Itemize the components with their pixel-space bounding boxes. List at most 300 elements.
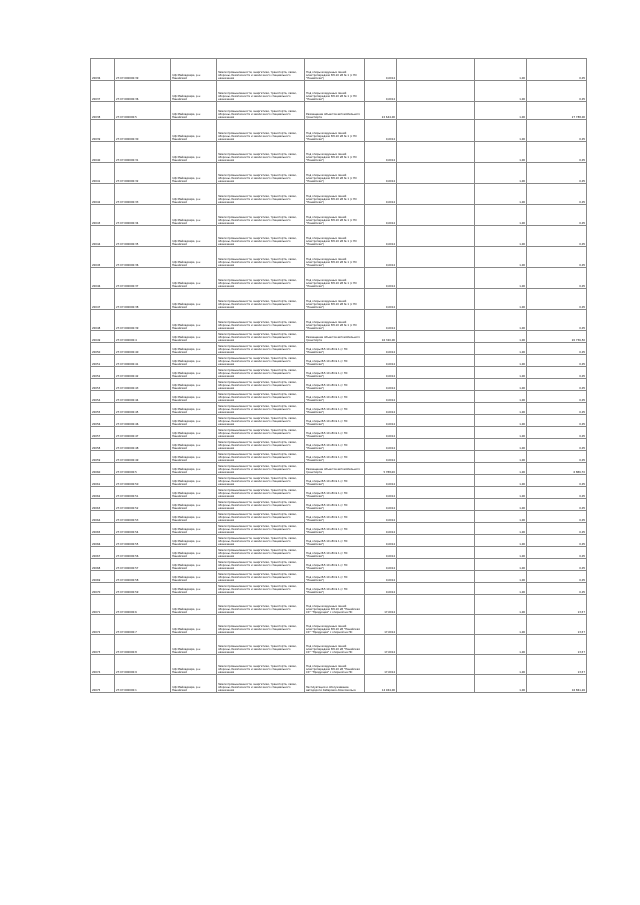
cell-land-category: Земли промышленности, энергетики, транспорта, связи, обороны, безопасности и земли иного специального назначения [217,59,305,81]
cell-address: п/ф Майхадзари, р-н Нанайский [171,427,217,439]
cell-number: 20043 [91,205,115,226]
cell-number: 20061 [91,475,115,487]
cell-cadastral-number: 27:07:000000:59 [115,583,171,595]
cell-area: 0,0014 [365,379,397,391]
cell-area: 0,0014 [365,511,397,523]
cell-land-category: Земли промышленности, энергетики, транспорта, связи, обороны, безопасности и земли иного специального назначения [217,289,305,310]
cell-empty [397,451,475,463]
cell-address: п/ф Майхадзари, р-н Нанайский [171,226,217,247]
cell-permitted-use: Под опоры воздушных линий электропередачи ВЛ-10 кВ № 1 (с ПС "Нанайская") [305,59,365,81]
cell-address: п/ф Майхадзари, р-н Нанайский [171,535,217,547]
cell-permitted-use: Под опоры воздушных линий электропередачи ВЛ-10 кВ "Нанайская СХ" "Продукция" с опорной на ПС [305,635,365,655]
cell-cadastral-number: 27:07:000000:39 [115,310,171,331]
cell-rate: 1,00 [475,331,527,343]
cell-rate: 1,00 [475,247,527,268]
cell-cadastral-number: 27:07:000000:36 [115,81,171,102]
table-row [91,310,587,331]
cell-rate: 1,00 [475,511,527,523]
cell-area: 0,0014 [365,59,397,81]
cell-cadastral-number: 27:07:000000:37 [115,268,171,289]
cell-number: 20067 [91,547,115,559]
cell-cadastral-number: 27:07:000000:44 [115,391,171,403]
table-row [91,343,587,355]
cell-land-category: Земли промышленности, энергетики, транспорта, связи, обороны, безопасности и земли иного специального назначения [217,367,305,379]
table-row [91,268,587,289]
cell-cadastral-number: 27:07:000000:5 [115,463,171,475]
cell-permitted-use: Под опоры ВЛ-10 кВ № 1 (с ПС "Нанайская") [305,427,365,439]
cell-rate: 1,00 [475,355,527,367]
cell-address: п/ф Майхадзари, р-н Нанайский [171,120,217,142]
table-row [91,184,587,205]
table-row [91,403,587,415]
cell-address: п/ф Майхадзари, р-н Нанайский [171,379,217,391]
cell-rate: 1,00 [475,343,527,355]
cell-land-category: Земли промышленности, энергетики, транспорта, связи, обороны, безопасности и земли иного специального назначения [217,142,305,163]
cell-area: 0,0014 [365,163,397,184]
cell-permitted-use: Под опоры ВЛ-10 кВ № 1 (с ПС "Нанайская") [305,367,365,379]
cell-empty [397,268,475,289]
cell-area: 0,0014 [365,205,397,226]
cell-permitted-use: Под опоры воздушных линий электропередачи ВЛ-10 кВ № 1 (с ПС "Нанайская") [305,205,365,226]
cell-tax: 13,57 [527,655,587,675]
cell-address: п/ф Майхадзари, р-н Нанайский [171,102,217,120]
cell-address: п/ф Майхадзари, р-н Нанайский [171,571,217,583]
cell-area: 17,0014 [365,595,397,615]
cell-address: п/ф Майхадзари, р-н Нанайский [171,583,217,595]
cell-cadastral-number: 27:07:000000:45 [115,403,171,415]
cell-empty [397,163,475,184]
cell-number: 20054 [91,391,115,403]
cell-land-category: Земли промышленности, энергетики, транспорта, связи, обороны, безопасности и земли иного специального назначения [217,355,305,367]
cell-area: 14 944,00 [365,675,397,693]
cell-land-category: Земли промышленности, энергетики, транспорта, связи, обороны, безопасности и земли иного специального назначения [217,595,305,615]
cell-permitted-use: Под опоры воздушных линий электропередачи ВЛ-10 кВ № 1 (с ПС "Нанайская") [305,142,365,163]
cell-tax: 0,05 [527,571,587,583]
cell-tax: 0,05 [527,205,587,226]
cell-address: п/ф Майхадзари, р-н Нанайский [171,403,217,415]
cell-empty [397,415,475,427]
table-row [91,451,587,463]
cell-empty [397,547,475,559]
cell-land-category: Земли промышленности, энергетики, транспорта, связи, обороны, безопасности и земли иного специального назначения [217,163,305,184]
cell-area: 0,0014 [365,583,397,595]
cell-rate: 1,00 [475,120,527,142]
table-row [91,535,587,547]
cell-land-category: Земли промышленности, энергетики, транспорта, связи, обороны, безопасности и земли иного специального назначения [217,655,305,675]
cell-cadastral-number: 27:07:000000:48 [115,439,171,451]
cell-number: 20037 [91,81,115,102]
cell-address: п/ф Майхадзари, р-н Нанайский [171,635,217,655]
table-row [91,655,587,675]
cell-number: 20044 [91,226,115,247]
cell-area: 22 644,00 [365,102,397,120]
cell-rate: 1,00 [475,59,527,81]
cell-empty [397,583,475,595]
cell-tax: 16 861,26 [527,675,587,693]
cell-tax: 0,05 [527,439,587,451]
cell-permitted-use: Под опоры ВЛ-10 кВ № 1 (с ПС "Нанайская") [305,355,365,367]
cell-rate: 1,00 [475,289,527,310]
cell-land-category: Земли промышленности, энергетики, транспорта, связи, обороны, безопасности и земли иного специального назначения [217,81,305,102]
cell-land-category: Земли промышленности, энергетики, транспорта, связи, обороны, безопасности и земли иного специального назначения [217,635,305,655]
cell-permitted-use: Под опоры ВЛ-10 кВ № 1 (с ПС "Нанайская") [305,547,365,559]
cell-number: 20042 [91,184,115,205]
cell-rate: 1,00 [475,675,527,693]
cell-tax: 0,05 [527,289,587,310]
cell-area: 0,0014 [365,184,397,205]
cell-cadastral-number: 27:07:000000:58 [115,571,171,583]
table-row [91,547,587,559]
cell-cadastral-number: 27:07:000000:5 [115,102,171,120]
cell-number: 20066 [91,535,115,547]
cell-permitted-use: Под опоры воздушных линий электропередачи ВЛ-10 кВ № 1 (с ПС "Нанайская") [305,120,365,142]
cell-number: 20051 [91,355,115,367]
cell-permitted-use: Размещение объектов автомобильного транспорта [305,102,365,120]
cell-cadastral-number: 27:07:000000:1 [115,675,171,693]
table-row [91,571,587,583]
cell-address: п/ф Майхадзари, р-н Нанайский [171,415,217,427]
cell-area: 0,0014 [365,487,397,499]
cell-cadastral-number: 27:07:000000:30 [115,120,171,142]
cell-empty [397,675,475,693]
cell-permitted-use: Под опоры воздушных линий электропередачи ВЛ-10 кВ № 1 (с ПС "Нанайская") [305,310,365,331]
cell-address: п/ф Майхадзари, р-н Нанайский [171,559,217,571]
cell-tax: 0,05 [527,403,587,415]
cell-permitted-use: Под опоры ВЛ-10 кВ № 1 (с ПС "Нанайская") [305,343,365,355]
cell-land-category: Земли промышленности, энергетики, транспорта, связи, обороны, безопасности и земли иного специального назначения [217,583,305,595]
cell-number: 20052 [91,367,115,379]
cell-tax: 20 756,50 [527,331,587,343]
cell-rate: 1,00 [475,310,527,331]
cell-permitted-use: Под опоры ВЛ-10 кВ № 1 (с ПС "Нанайская") [305,439,365,451]
cell-cadastral-number: 27:07:000000:33 [115,184,171,205]
cell-address: п/ф Майхадзари, р-н Нанайский [171,511,217,523]
cell-tax: 13,57 [527,595,587,615]
cell-rate: 1,00 [475,403,527,415]
table-row [91,499,587,511]
cell-rate: 1,00 [475,487,527,499]
cell-area: 5 788,00 [365,463,397,475]
cell-permitted-use: Под опоры воздушных линий электропередачи ВЛ-10 кВ № 1 (с ПС "Нанайская") [305,289,365,310]
cell-area: 0,0014 [365,559,397,571]
cell-address: п/ф Майхадзари, р-н Нанайский [171,451,217,463]
cell-number: 20039 [91,120,115,142]
cell-area: 17,0014 [365,655,397,675]
cell-area: 0,0014 [365,415,397,427]
cell-area: 0,0014 [365,142,397,163]
table-row [91,81,587,102]
cell-number: 20056 [91,415,115,427]
cell-cadastral-number: 27:07:000000:54 [115,523,171,535]
cell-rate: 1,00 [475,635,527,655]
table-row [91,120,587,142]
cell-address: п/ф Майхадзари, р-н Нанайский [171,142,217,163]
cell-land-category: Земли промышленности, энергетики, транспорта, связи, обороны, безопасности и земли иного специального назначения [217,475,305,487]
cell-area: 0,0014 [365,547,397,559]
cell-land-category: Земли промышленности, энергетики, транспорта, связи, обороны, безопасности и земли иного специального назначения [217,439,305,451]
cell-cadastral-number: 27:07:000000:32 [115,163,171,184]
table-row [91,367,587,379]
cell-cadastral-number: 27:07:000000:4 [115,331,171,343]
cell-number: 20058 [91,439,115,451]
cell-cadastral-number: 27:07:000000:53 [115,511,171,523]
cell-empty [397,367,475,379]
cell-cadastral-number: 27:07:000000:42 [115,367,171,379]
cell-permitted-use: Под опоры ВЛ-10 кВ № 1 (с ПС "Нанайская") [305,559,365,571]
cell-cadastral-number: 27:07:000000:39 [115,59,171,81]
cell-rate: 1,00 [475,475,527,487]
cell-rate: 1,00 [475,655,527,675]
cell-permitted-use: Под опоры воздушных линий электропередачи ВЛ-10 кВ "Нанайская СХ" "Продукция" с опорной на ПС [305,595,365,615]
cell-tax: 6 886,70 [527,463,587,475]
cell-permitted-use: Под опоры ВЛ-10 кВ № 1 (с ПС "Нанайская") [305,403,365,415]
cell-address: п/ф Майхадзари, р-н Нанайский [171,547,217,559]
cell-number: 20075 [91,675,115,693]
cell-tax: 0,05 [527,184,587,205]
cell-number: 20038 [91,102,115,120]
cell-rate: 1,00 [475,615,527,635]
table-row [91,427,587,439]
cell-address: п/ф Майхадзари, р-н Нанайский [171,163,217,184]
cell-address: п/ф Майхадзари, р-н Нанайский [171,523,217,535]
cell-tax: 0,05 [527,391,587,403]
cell-area: 0,0014 [365,81,397,102]
cell-empty [397,289,475,310]
table-body [91,59,587,693]
cell-permitted-use: Под опоры ВЛ-10 кВ № 1 (с ПС "Нанайская") [305,523,365,535]
cell-empty [397,499,475,511]
cell-tax: 0,05 [527,427,587,439]
cell-number: 20069 [91,571,115,583]
cell-tax: 0,05 [527,59,587,81]
cell-cadastral-number: 27:07:000000:47 [115,427,171,439]
cell-empty [397,355,475,367]
cell-tax: 0,05 [527,120,587,142]
cell-area: 0,0014 [365,355,397,367]
cell-land-category: Земли промышленности, энергетики, транспорта, связи, обороны, безопасности и земли иного специального назначения [217,559,305,571]
cell-empty [397,403,475,415]
cell-number: 20053 [91,379,115,391]
cell-rate: 1,00 [475,163,527,184]
cell-tax: 0,05 [527,415,587,427]
cell-rate: 1,00 [475,184,527,205]
cell-land-category: Земли промышленности, энергетики, транспорта, связи, обороны, безопасности и земли иного специального назначения [217,415,305,427]
cell-area: 0,0014 [365,535,397,547]
cell-empty [397,247,475,268]
cell-permitted-use: Под опоры воздушных линий электропередачи ВЛ-10 кВ № 1 (с ПС "Нанайская") [305,81,365,102]
cell-empty [397,142,475,163]
cell-rate: 1,00 [475,463,527,475]
cell-permitted-use: Размещение объектов автомобильного транспорта [305,331,365,343]
cell-empty [397,463,475,475]
table-row [91,355,587,367]
table-row [91,439,587,451]
cell-number: 20036 [91,59,115,81]
cell-land-category: Земли промышленности, энергетики, транспорта, связи, обороны, безопасности и земли иного специального назначения [217,511,305,523]
cell-land-category: Земли промышленности, энергетики, транспорта, связи, обороны, безопасности и земли иного специального назначения [217,268,305,289]
table-row [91,163,587,184]
cell-land-category: Земли промышленности, энергетики, транспорта, связи, обороны, безопасности и земли иного специального назначения [217,403,305,415]
cell-empty [397,511,475,523]
cell-area: 0,0014 [365,226,397,247]
cell-empty [397,81,475,102]
cell-tax: 0,05 [527,559,587,571]
cell-number: 20059 [91,451,115,463]
table-row [91,559,587,571]
cell-tax: 0,05 [527,142,587,163]
cell-address: п/ф Майхадзари, р-н Нанайский [171,59,217,81]
cell-number: 20046 [91,268,115,289]
cell-rate: 1,00 [475,367,527,379]
cell-cadastral-number: 27:07:000000:34 [115,205,171,226]
table-row [91,331,587,343]
cell-empty [397,102,475,120]
cell-land-category: Земли промышленности, энергетики, транспорта, связи, обороны, безопасности и земли иного специального назначения [217,499,305,511]
cell-land-category: Земли промышленности, энергетики, транспорта, связи, обороны, безопасности и земли иного специального назначения [217,120,305,142]
cell-permitted-use: Под опоры ВЛ-10 кВ № 1 (с ПС "Нанайская") [305,475,365,487]
cell-number: 20062 [91,487,115,499]
cell-permitted-use: Под опоры ВЛ-10 кВ № 1 (с ПС "Нанайская") [305,451,365,463]
cell-number: 20041 [91,163,115,184]
table-row [91,583,587,595]
cell-empty [397,655,475,675]
land-tax-table [90,58,587,693]
cell-address: п/ф Майхадзари, р-н Нанайский [171,331,217,343]
cell-area: 0,0014 [365,523,397,535]
cell-land-category: Земли промышленности, энергетики, транспорта, связи, обороны, безопасности и земли иного специального назначения [217,675,305,693]
cell-address: п/ф Майхадзари, р-н Нанайский [171,289,217,310]
cell-rate: 1,00 [475,547,527,559]
cell-land-category: Земли промышленности, энергетики, транспорта, связи, обороны, безопасности и земли иного специального назначения [217,535,305,547]
cell-permitted-use: Под опоры воздушных линий электропередачи ВЛ-10 кВ № 1 (с ПС "Нанайская") [305,163,365,184]
cell-cadastral-number: 27:07:000000:49 [115,451,171,463]
table-row [91,463,587,475]
cell-area: 0,0014 [365,268,397,289]
table-row [91,102,587,120]
cell-land-category: Земли промышленности, энергетики, транспорта, связи, обороны, безопасности и земли иного специального назначения [217,310,305,331]
cell-address: п/ф Майхадзари, р-н Нанайский [171,205,217,226]
cell-number: 20063 [91,499,115,511]
cell-address: п/ф Майхадзари, р-н Нанайский [171,355,217,367]
cell-land-category: Земли промышленности, энергетики, транспорта, связи, обороны, безопасности и земли иного специального назначения [217,523,305,535]
cell-number: 20073 [91,635,115,655]
cell-empty [397,343,475,355]
table-row [91,615,587,635]
table-row [91,391,587,403]
cell-empty [397,59,475,81]
cell-land-category: Земли промышленности, энергетики, транспорта, связи, обороны, безопасности и земли иного специального назначения [217,102,305,120]
cell-address: п/ф Майхадзари, р-н Нанайский [171,367,217,379]
cell-land-category: Земли промышленности, энергетики, транспорта, связи, обороны, безопасности и земли иного специального назначения [217,547,305,559]
cell-land-category: Земли промышленности, энергетики, транспорта, связи, обороны, безопасности и земли иного специального назначения [217,226,305,247]
cell-cadastral-number: 27:07:000000:8 [115,635,171,655]
cell-number: 20064 [91,511,115,523]
cell-area: 0,0014 [365,310,397,331]
cell-permitted-use: Под опоры ВЛ-10 кВ № 1 (с ПС "Нанайская") [305,535,365,547]
cell-permitted-use: Под опоры ВЛ-10 кВ № 1 (с ПС "Нанайская") [305,487,365,499]
cell-address: п/ф Майхадзари, р-н Нанайский [171,268,217,289]
table-row [91,487,587,499]
cell-land-category: Земли промышленности, энергетики, транспорта, связи, обороны, безопасности и земли иного специального назначения [217,615,305,635]
cell-rate: 1,00 [475,559,527,571]
cell-tax: 0,05 [527,523,587,535]
cell-rate: 1,00 [475,427,527,439]
cell-tax: 0,05 [527,379,587,391]
table-row [91,523,587,535]
cell-empty [397,615,475,635]
table-row [91,511,587,523]
table-row [91,475,587,487]
cell-area: 0,0014 [365,367,397,379]
cell-permitted-use: Под опоры воздушных линий электропередачи ВЛ-10 кВ № 1 (с ПС "Нанайская") [305,184,365,205]
cell-land-category: Земли промышленности, энергетики, транспорта, связи, обороны, безопасности и земли иного специального назначения [217,343,305,355]
cell-area: 16 320,00 [365,331,397,343]
cell-rate: 1,00 [475,268,527,289]
cell-cadastral-number: 27:07:000000:41 [115,355,171,367]
cell-permitted-use: Под опоры ВЛ-10 кВ № 1 (с ПС "Нанайская") [305,379,365,391]
cell-number: 20074 [91,655,115,675]
cell-number: 20050 [91,343,115,355]
cell-tax: 13,57 [527,635,587,655]
cell-tax: 0,05 [527,367,587,379]
cell-empty [397,487,475,499]
cell-address: п/ф Майхадзари, р-н Нанайский [171,499,217,511]
cell-empty [397,310,475,331]
cell-land-category: Земли промышленности, энергетики, транспорта, связи, обороны, безопасности и земли иного специального назначения [217,427,305,439]
cell-tax: 0,05 [527,226,587,247]
table-row [91,226,587,247]
cell-number: 20049 [91,331,115,343]
cell-land-category: Земли промышленности, энергетики, транспорта, связи, обороны, безопасности и земли иного специального назначения [217,247,305,268]
cell-rate: 1,00 [475,415,527,427]
cell-area: 17,0014 [365,635,397,655]
cell-permitted-use: Под опоры ВЛ-10 кВ № 1 (с ПС "Нанайская") [305,499,365,511]
cell-cadastral-number: 27:07:000000:35 [115,226,171,247]
cell-land-category: Земли промышленности, энергетики, транспорта, связи, обороны, безопасности и земли иного специального назначения [217,463,305,475]
cell-land-category: Земли промышленности, энергетики, транспорта, связи, обороны, безопасности и земли иного специального назначения [217,571,305,583]
cell-permitted-use: Размещение объектов автомобильного транспорта [305,463,365,475]
cell-permitted-use: Под опоры воздушных линий электропередачи ВЛ-10 кВ № 1 (с ПС "Нанайская") [305,268,365,289]
cell-address: п/ф Майхадзари, р-н Нанайский [171,81,217,102]
cell-area: 0,0014 [365,391,397,403]
cell-rate: 1,00 [475,81,527,102]
cell-empty [397,439,475,451]
cell-empty [397,523,475,535]
cell-empty [397,205,475,226]
cell-empty [397,635,475,655]
cell-rate: 1,00 [475,102,527,120]
cell-empty [397,379,475,391]
table-row [91,142,587,163]
cell-land-category: Земли промышленности, энергетики, транспорта, связи, обороны, безопасности и земли иного специального назначения [217,451,305,463]
cell-land-category: Земли промышленности, энергетики, транспорта, связи, обороны, безопасности и земли иного специального назначения [217,184,305,205]
cell-rate: 1,00 [475,391,527,403]
cell-address: п/ф Майхадзари, р-н Нанайский [171,247,217,268]
cell-tax: 27 788,00 [527,102,587,120]
cell-cadastral-number: 27:07:000000:57 [115,559,171,571]
cell-area: 0,0014 [365,475,397,487]
table-row [91,247,587,268]
cell-empty [397,226,475,247]
cell-number: 20068 [91,559,115,571]
cell-rate: 1,00 [475,451,527,463]
cell-tax: 0,05 [527,81,587,102]
cell-rate: 1,00 [475,499,527,511]
cell-cadastral-number: 27:07:000000:46 [115,415,171,427]
cell-tax: 0,05 [527,310,587,331]
cell-number: 20070 [91,583,115,595]
cell-permitted-use: Под опоры ВЛ-10 кВ № 1 (с ПС "Нанайская") [305,511,365,523]
